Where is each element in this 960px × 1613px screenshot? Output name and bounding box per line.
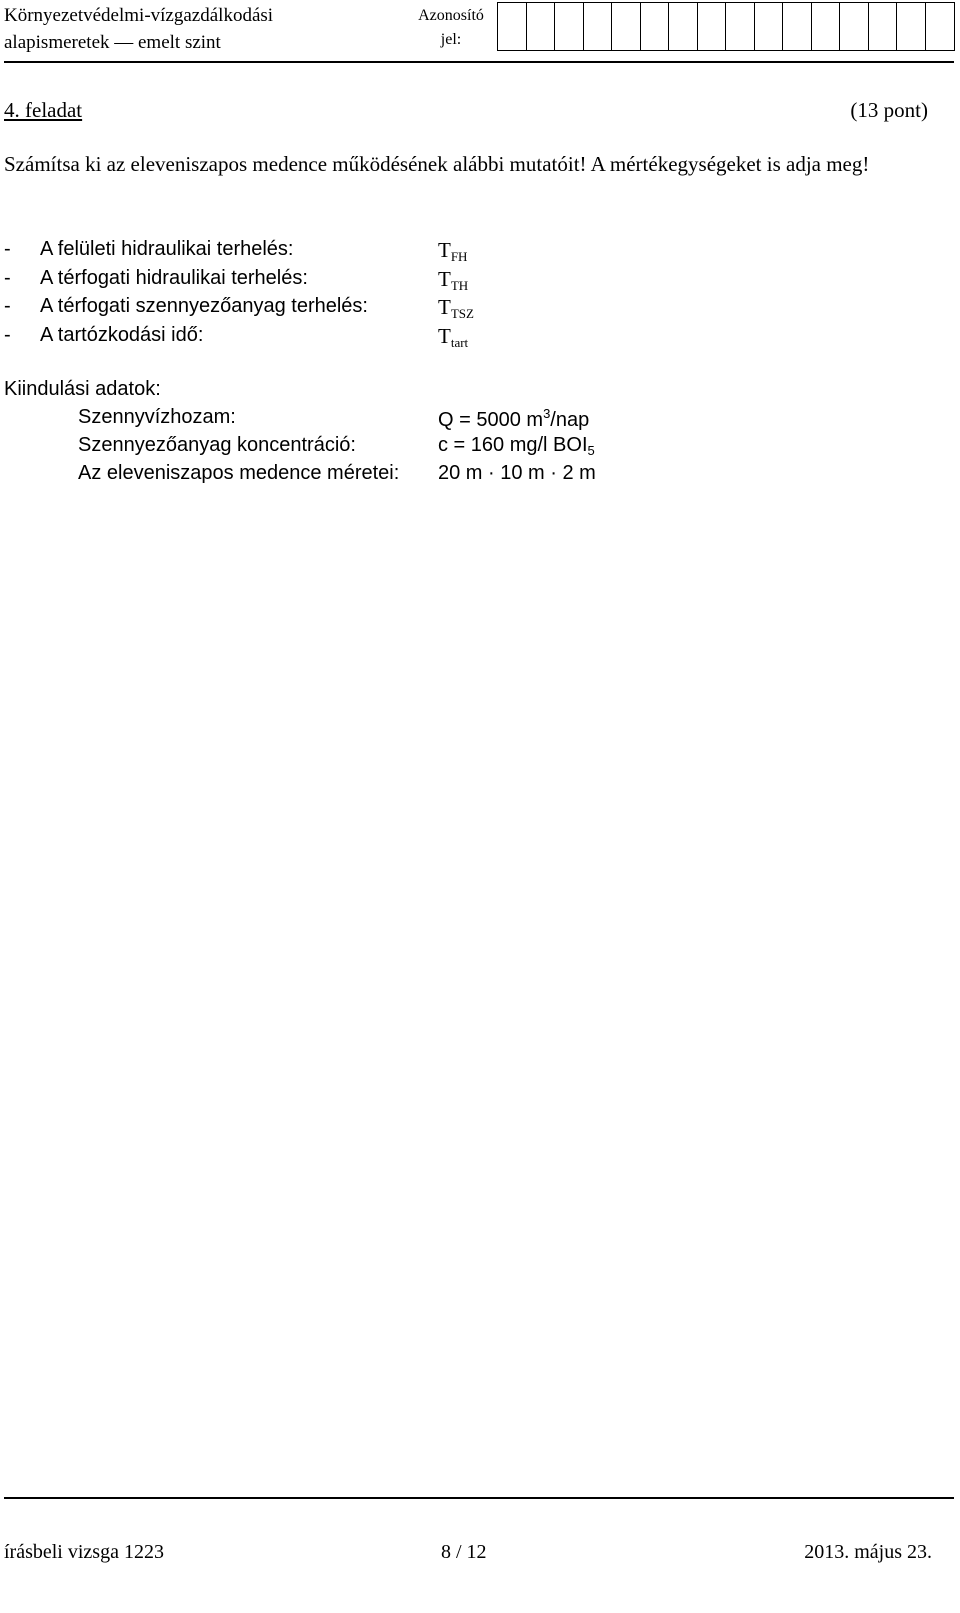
id-code-box[interactable]	[498, 3, 527, 50]
id-code-box[interactable]	[869, 3, 898, 50]
given-value	[438, 406, 589, 432]
item-symbol-subscript: FH	[450, 249, 468, 264]
item-label: A térfogati hidraulikai terhelés:	[40, 267, 308, 289]
given-label: Az eleveniszapos medence méretei:	[78, 462, 400, 484]
item-label: A térfogati szennyezőanyag terhelés:	[40, 295, 368, 317]
id-label-line2: jel:	[440, 31, 462, 48]
id-code-box[interactable]	[897, 3, 926, 50]
footer-exam-code: írásbeli vizsga 1223	[4, 1541, 164, 1563]
header-subject-line1: Környezetvédelmi-vízgazdálkodási	[4, 5, 274, 26]
given-value	[438, 434, 595, 458]
given-value-text: c = 160 mg/l BOI	[438, 434, 588, 456]
item-label: A felületi hidraulikai terhelés:	[40, 238, 294, 260]
id-code-box[interactable]	[726, 3, 755, 50]
task-title: 4. feladat	[4, 98, 83, 122]
given-data-heading: Kiindulási adatok:	[4, 378, 161, 400]
id-code-box[interactable]	[641, 3, 670, 50]
item-dash: -	[4, 295, 11, 317]
footer-rule	[4, 1497, 954, 1499]
given-value	[438, 462, 596, 485]
given-value-text: Q = 5000 m	[438, 409, 544, 431]
given-label: Szennyezőanyag koncentráció:	[78, 434, 356, 456]
task-points: (13 pont)	[850, 98, 928, 122]
item-label: A tartózkodási idő:	[40, 324, 204, 346]
item-symbol-main: T	[438, 238, 451, 262]
id-code-box[interactable]	[755, 3, 784, 50]
item-symbol-subscript: tart	[450, 335, 469, 350]
item-symbol-subscript: TSZ	[450, 306, 474, 321]
item-symbol	[438, 324, 468, 351]
id-code-box[interactable]	[783, 3, 812, 50]
item-symbol-subscript: TH	[450, 278, 469, 293]
given-label: Szennyvízhozam:	[78, 406, 236, 428]
id-code-boxes	[497, 2, 955, 51]
id-code-box[interactable]	[555, 3, 584, 50]
item-dash: -	[4, 238, 11, 260]
footer-date: 2013. május 23.	[804, 1541, 932, 1563]
item-symbol-main: T	[438, 324, 451, 348]
given-value-unit: /nap	[550, 409, 590, 431]
item-symbol-main: T	[438, 267, 451, 291]
item-symbol-main: T	[438, 295, 451, 319]
id-code-box[interactable]	[698, 3, 727, 50]
header-subject-line2: alapismeretek — emelt szint	[4, 32, 221, 53]
footer-page-number: 8 / 12	[441, 1541, 487, 1563]
given-value-superscript: 3	[543, 406, 551, 421]
given-value-subscript: 5	[587, 443, 595, 458]
id-code-box[interactable]	[584, 3, 613, 50]
item-symbol	[438, 238, 467, 265]
item-dash: -	[4, 267, 11, 289]
id-code-box[interactable]	[840, 3, 869, 50]
header-rule	[4, 61, 954, 63]
id-code-box[interactable]	[612, 3, 641, 50]
given-value-text: 20 m · 10 m · 2 m	[438, 462, 596, 484]
id-code-box[interactable]	[669, 3, 698, 50]
task-intro: Számítsa ki az eleveniszapos medence működésének alábbi mutatóit! A mértékegységeket is adja meg!	[4, 152, 870, 176]
id-code-box[interactable]	[527, 3, 556, 50]
item-symbol	[438, 295, 474, 322]
id-code-box[interactable]	[812, 3, 841, 50]
item-symbol	[438, 267, 468, 294]
id-label	[412, 4, 490, 52]
item-dash: -	[4, 324, 11, 346]
id-label-line1: Azonosító	[418, 7, 484, 24]
id-code-box[interactable]	[926, 3, 955, 50]
header-subject	[4, 2, 273, 56]
